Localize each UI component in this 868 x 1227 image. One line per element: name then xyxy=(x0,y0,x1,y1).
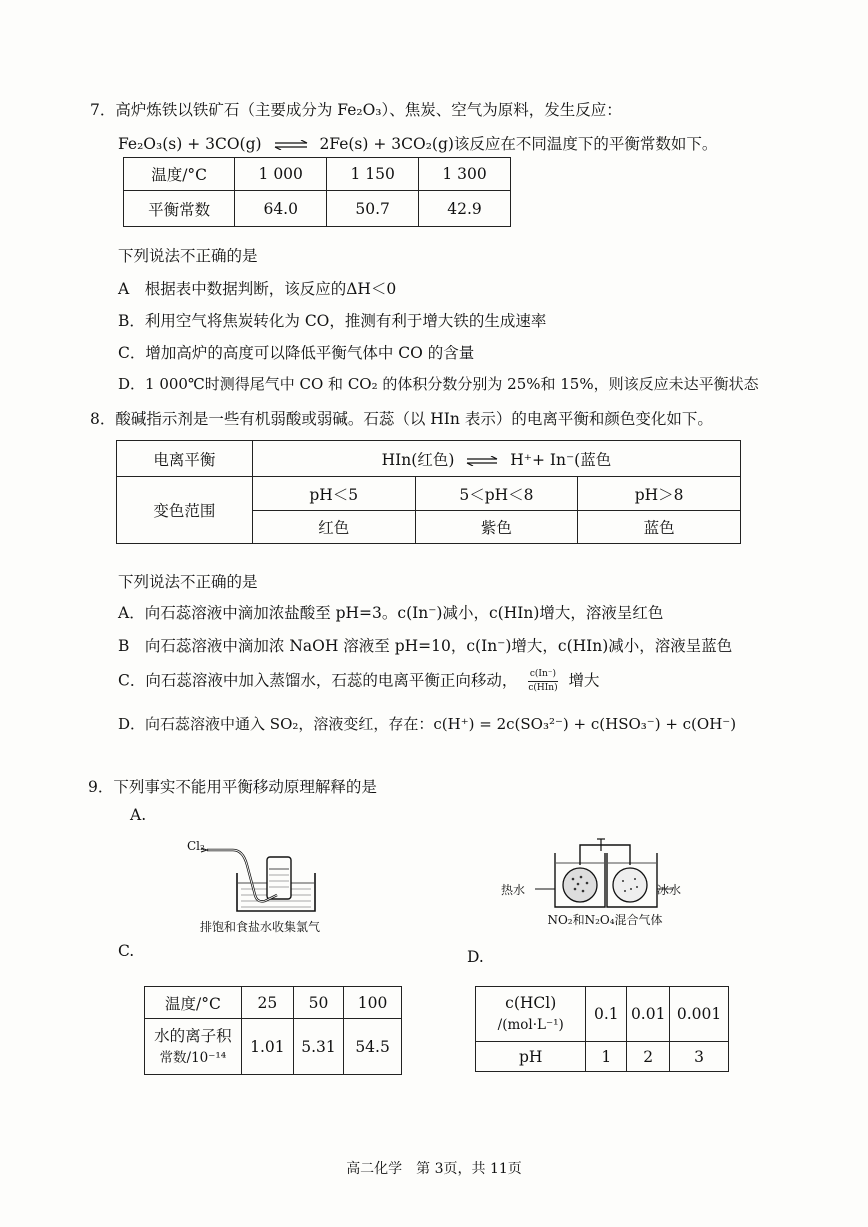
q9c-label-line1: 水的离子积 xyxy=(154,1026,232,1045)
q8-eq-left: HIn(红色) xyxy=(381,450,455,469)
q7-equation-left: Fe₂O₃(s) + 3CO(g) xyxy=(118,135,262,153)
q9d-value-cell: 0.1 xyxy=(586,987,627,1042)
fraction-denominator: c(HIn) xyxy=(528,683,558,693)
q9c-header-cell: 50 xyxy=(293,987,343,1019)
fig-a-gas-label: Cl₂ xyxy=(187,839,205,853)
fraction-numerator: c(In⁻) xyxy=(528,668,557,682)
q9d-ph-cell: 1 xyxy=(586,1042,627,1072)
gas-collection-apparatus-icon xyxy=(185,835,335,913)
q7-option-d: D．1 000℃时测得尾气中 CO 和 CO₂ 的体积分数分别为 25%和 15%，则该反应未达平衡状态 xyxy=(118,375,759,393)
page-footer: 高二化学 第 3页，共 11页 xyxy=(346,1161,522,1177)
q7-table-cell: 50.7 xyxy=(327,191,419,227)
q7-equation-right: 2Fe(s) + 3CO₂(g)该反应在不同温度下的平衡常数如下。 xyxy=(319,135,718,153)
q8-range-label: 变色范围 xyxy=(117,477,253,544)
q9c-value-cell: 54.5 xyxy=(344,1019,402,1075)
q8-color-cell: 紫色 xyxy=(415,511,578,544)
fig-b-caption: NO₂和N₂O₄混合气体 xyxy=(547,913,663,927)
q8-option-c-tail: 增大 xyxy=(568,671,600,690)
q7-table-cell: 42.9 xyxy=(419,191,511,227)
q9-label-c: C. xyxy=(118,942,135,960)
q9d-ph-cell: 2 xyxy=(627,1042,670,1072)
q9d-value-cell: 0.001 xyxy=(670,987,729,1042)
q8-eq-right: H⁺+ In⁻(蓝色 xyxy=(510,450,612,469)
q7-prompt: 下列说法不正确的是 xyxy=(118,247,258,265)
q7-equation xyxy=(118,132,717,154)
q9c-header-cell: 温度/°C xyxy=(145,987,242,1019)
q9c-value-cell: 1.01 xyxy=(241,1019,293,1075)
q8-option-b: B 向石蕊溶液中滴加浓 NaOH 溶液至 pH=10，c(In⁻)增大，c(HIn)减小，溶液呈蓝色 xyxy=(118,637,733,655)
q7-table-cell: 1 300 xyxy=(419,158,511,191)
q7-option-b: B．利用空气将焦炭转化为 CO，推测有利于增大铁的生成速率 xyxy=(118,312,547,330)
q8-option-c xyxy=(118,668,600,695)
q9d-ph-label: pH xyxy=(476,1042,586,1072)
q7-table-cell: 1 150 xyxy=(327,158,419,191)
q7-table-cell: 1 000 xyxy=(235,158,327,191)
q9d-label-line1: c(HCl) xyxy=(505,994,557,1012)
q7-option-c: C．增加高炉的高度可以降低平衡气体中 CO 的含量 xyxy=(118,344,475,362)
q7-option-a: A 根据表中数据判断，该反应的ΔH＜0 xyxy=(118,280,397,298)
q8-color-cell: 红色 xyxy=(252,511,415,544)
q8-option-a: A．向石蕊溶液中滴加浓盐酸至 pH=3。c(In⁻)减小，c(HIn)增大，溶液呈红色 xyxy=(118,604,664,622)
q9c-label-line2: 常数/10⁻¹⁴ xyxy=(159,1049,227,1066)
equilibrium-arrow-icon xyxy=(273,140,309,150)
q9-table-d xyxy=(475,986,729,1072)
figure-a xyxy=(185,835,335,935)
q9-stem: 9．下列事实不能用平衡移动原理解释的是 xyxy=(88,778,377,796)
q8-color-cell: 蓝色 xyxy=(578,511,741,544)
q8-eq-label: 电离平衡 xyxy=(117,441,253,477)
q8-range-cell: pH＜5 xyxy=(252,477,415,511)
q9d-ph-cell: 3 xyxy=(670,1042,729,1072)
q8-range-cell: 5＜pH＜8 xyxy=(415,477,578,511)
q9d-label-line2: /(mol·L⁻¹) xyxy=(497,1017,564,1033)
q9c-header-cell: 25 xyxy=(241,987,293,1019)
q8-range-cell: pH＞8 xyxy=(578,477,741,511)
q9c-header-cell: 100 xyxy=(344,987,402,1019)
q8-option-c-text: C．向石蕊溶液中加入蒸馏水，石蕊的电离平衡正向移动， xyxy=(118,671,518,690)
fraction xyxy=(528,668,557,695)
q9c-value-cell: 5.31 xyxy=(293,1019,343,1075)
q8-stem: 8．酸碱指示剂是一些有机弱酸或弱碱。石蕊（以 HIn 表示）的电离平衡和颜色变化如下。 xyxy=(90,410,713,428)
q9d-label-cell xyxy=(476,987,586,1042)
q8-table xyxy=(116,440,741,544)
q9-label-a: A. xyxy=(130,806,147,824)
figure-b xyxy=(501,833,695,933)
q7-table xyxy=(123,157,511,227)
fig-b-cold-label: 冰水 xyxy=(657,883,682,897)
q7-table-cell: 平衡常数 xyxy=(124,191,235,227)
q7-table-cell: 64.0 xyxy=(235,191,327,227)
q7-stem: 7．高炉炼铁以铁矿石（主要成分为 Fe₂O₃）、焦炭、空气为原料，发生反应： xyxy=(90,101,622,119)
q9-table-c xyxy=(144,986,402,1075)
fig-b-hot-label: 热水 xyxy=(501,883,526,897)
q9d-value-cell: 0.01 xyxy=(627,987,670,1042)
q8-prompt: 下列说法不正确的是 xyxy=(118,573,258,591)
q8-option-d: D．向石蕊溶液中通入 SO₂，溶液变红，存在：c(H⁺) = 2c(SO₃²⁻) + c(HSO₃⁻) + c(OH⁻) xyxy=(118,715,737,733)
fig-a-caption: 排饱和食盐水收集氯气 xyxy=(199,920,320,934)
q9-label-d: D. xyxy=(467,948,484,966)
double-flask-apparatus-icon xyxy=(515,833,695,911)
q9c-label-cell xyxy=(145,1019,242,1075)
q7-table-cell: 温度/°C xyxy=(124,158,235,191)
equilibrium-arrow-icon xyxy=(465,456,499,466)
q8-eq-cell xyxy=(252,441,740,477)
